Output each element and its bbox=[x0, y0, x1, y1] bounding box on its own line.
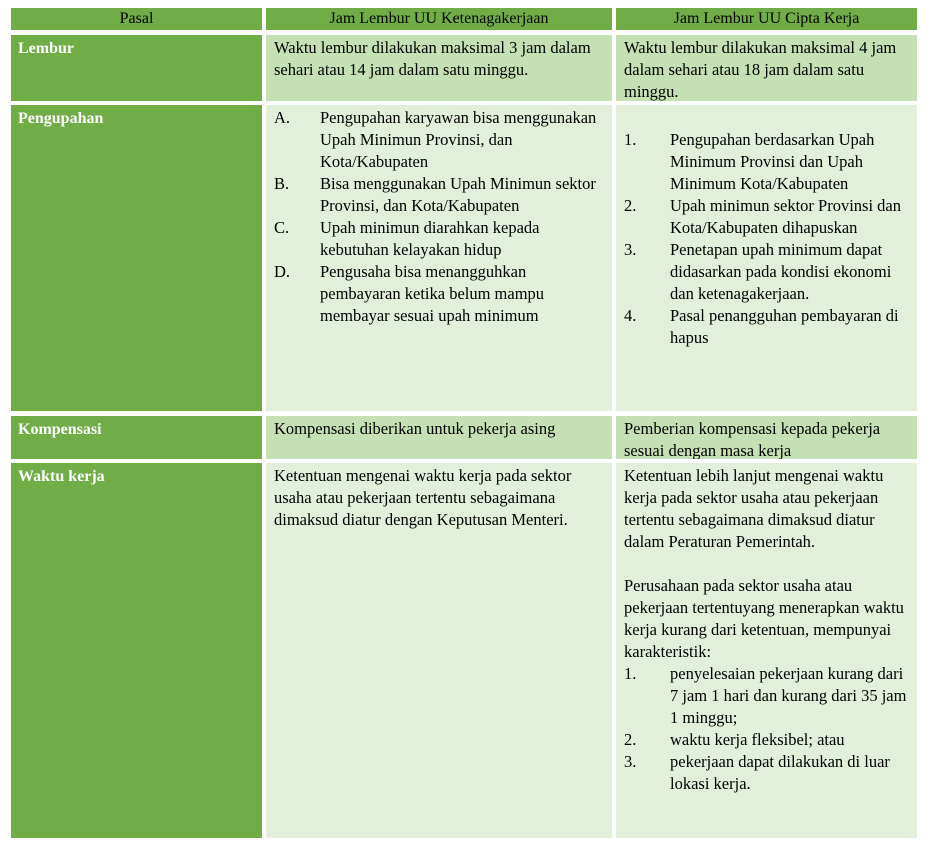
header-uu-ketenagakerjaan bbox=[266, 8, 612, 30]
list-marker: 2. bbox=[624, 196, 637, 215]
lembur-cipta-kerja-text: Waktu lembur dilakukan maksimal 4 jam dalam sehari atau 18 jam dalam satu minggu. bbox=[624, 38, 897, 101]
cell-waktu-kerja-ketenagakerjaan bbox=[266, 463, 612, 838]
row-label-kompensasi bbox=[11, 416, 262, 459]
cell-lembur-cipta-kerja bbox=[616, 35, 917, 101]
row-label-waktu-kerja bbox=[11, 463, 262, 838]
list-item bbox=[624, 305, 911, 349]
list-marker: C. bbox=[274, 218, 290, 237]
list-marker: 3. bbox=[624, 752, 637, 771]
waktu-kerja-cipta-kerja-paragraph-2: Perusahaan pada sektor usaha atau pekerjaan tertentuyang menerapkan waktu kerja kurang dari ketentuan, mempunyai karakteristik: bbox=[624, 576, 904, 661]
list-marker: B. bbox=[274, 174, 290, 193]
cell-lembur-ketenagakerjaan bbox=[266, 35, 612, 101]
list-item bbox=[624, 195, 911, 239]
list-text: Pengusaha bisa menangguhkan pembayaran ketika belum mampu membayar sesuai upah minimum bbox=[320, 262, 545, 325]
row-label-kompensasi-text: Kompensasi bbox=[18, 421, 102, 438]
header-uu-cipta-kerja bbox=[616, 8, 917, 30]
list-text: Pasal penangguhan pembayaran di hapus bbox=[670, 306, 899, 347]
list-marker: 4. bbox=[624, 306, 637, 325]
list-item bbox=[624, 239, 911, 305]
kompensasi-cipta-kerja-text: Pemberian kompensasi kepada pekerja sesuai dengan masa kerja bbox=[624, 419, 881, 459]
row-label-lembur-text: Lembur bbox=[18, 40, 74, 57]
list-item bbox=[624, 751, 911, 795]
list-marker: 1. bbox=[624, 130, 637, 149]
list-marker: 2. bbox=[624, 730, 637, 749]
list-item bbox=[624, 129, 911, 195]
cell-pengupahan-cipta-kerja bbox=[616, 105, 917, 411]
list-text: Pengupahan karyawan bisa menggunakan Upah Minimun Provinsi, dan Kota/Kabupaten bbox=[320, 108, 597, 171]
header-pasal-label: Pasal bbox=[119, 10, 154, 27]
list-text: Penetapan upah minimum dapat didasarkan pada kondisi ekonomi dan ketenagakerjaan. bbox=[670, 240, 892, 303]
list-text: Upah minimun sektor Provinsi dan Kota/Kabupaten dihapuskan bbox=[670, 196, 901, 237]
cell-kompensasi-ketenagakerjaan bbox=[266, 416, 612, 459]
list-marker: 1. bbox=[624, 664, 637, 683]
row-label-waktu-kerja-text: Waktu kerja bbox=[18, 468, 105, 485]
list-item bbox=[624, 729, 911, 751]
list-item bbox=[274, 217, 606, 261]
list-text: penyelesaian pekerjaan kurang dari 7 jam 1 hari dan kurang dari 35 jam 1 minggu; bbox=[670, 664, 907, 727]
list-marker: D. bbox=[274, 262, 291, 281]
list-text: waktu kerja fleksibel; atau bbox=[670, 730, 845, 749]
lembur-ketenagakerjaan-text: Waktu lembur dilakukan maksimal 3 jam dalam sehari atau 14 jam dalam satu minggu. bbox=[274, 38, 591, 79]
list-item bbox=[274, 261, 606, 327]
kompensasi-ketenagakerjaan-text: Kompensasi diberikan untuk pekerja asing bbox=[274, 419, 556, 438]
row-label-pengupahan-text: Pengupahan bbox=[18, 110, 104, 127]
waktu-kerja-cipta-kerja-paragraph-1: Ketentuan lebih lanjut mengenai waktu kerja pada sektor usaha atau pekerjaan tertentu sebagaimana dimaksud diatur dalam Peraturan Pemerintah. bbox=[624, 466, 884, 551]
list-text: pekerjaan dapat dilakukan di luar lokasi kerja. bbox=[670, 752, 890, 793]
header-pasal bbox=[11, 8, 262, 30]
waktu-kerja-cipta-kerja-list bbox=[624, 663, 911, 795]
row-label-pengupahan bbox=[11, 105, 262, 411]
list-text: Upah minimun diarahkan kepada kebutuhan kelayakan hidup bbox=[320, 218, 540, 259]
list-text: Pengupahan berdasarkan Upah Minimum Provinsi dan Upah Minimum Kota/Kabupaten bbox=[670, 130, 875, 193]
list-marker: A. bbox=[274, 108, 291, 127]
list-item bbox=[274, 107, 606, 173]
paragraph-gap bbox=[624, 553, 911, 575]
list-item bbox=[274, 173, 606, 217]
list-marker: 3. bbox=[624, 240, 637, 259]
cell-kompensasi-cipta-kerja bbox=[616, 416, 917, 459]
header-uu-cipta-kerja-label: Jam Lembur UU Cipta Kerja bbox=[673, 10, 860, 27]
row-label-lembur bbox=[11, 35, 262, 101]
header-uu-ketenagakerjaan-label: Jam Lembur UU Ketenagakerjaan bbox=[329, 10, 549, 27]
list-item bbox=[624, 663, 911, 729]
pengupahan-ketenagakerjaan-list bbox=[274, 107, 606, 327]
cell-pengupahan-ketenagakerjaan bbox=[266, 105, 612, 411]
cell-waktu-kerja-cipta-kerja bbox=[616, 463, 917, 838]
list-text: Bisa menggunakan Upah Minimun sektor Provinsi, dan Kota/Kabupaten bbox=[320, 174, 596, 215]
waktu-kerja-ketenagakerjaan-text: Ketentuan mengenai waktu kerja pada sektor usaha atau pekerjaan tertentu sebagaimana dimaksud diatur dengan Keputusan Menteri. bbox=[274, 466, 572, 529]
pengupahan-cipta-kerja-list bbox=[624, 129, 911, 349]
